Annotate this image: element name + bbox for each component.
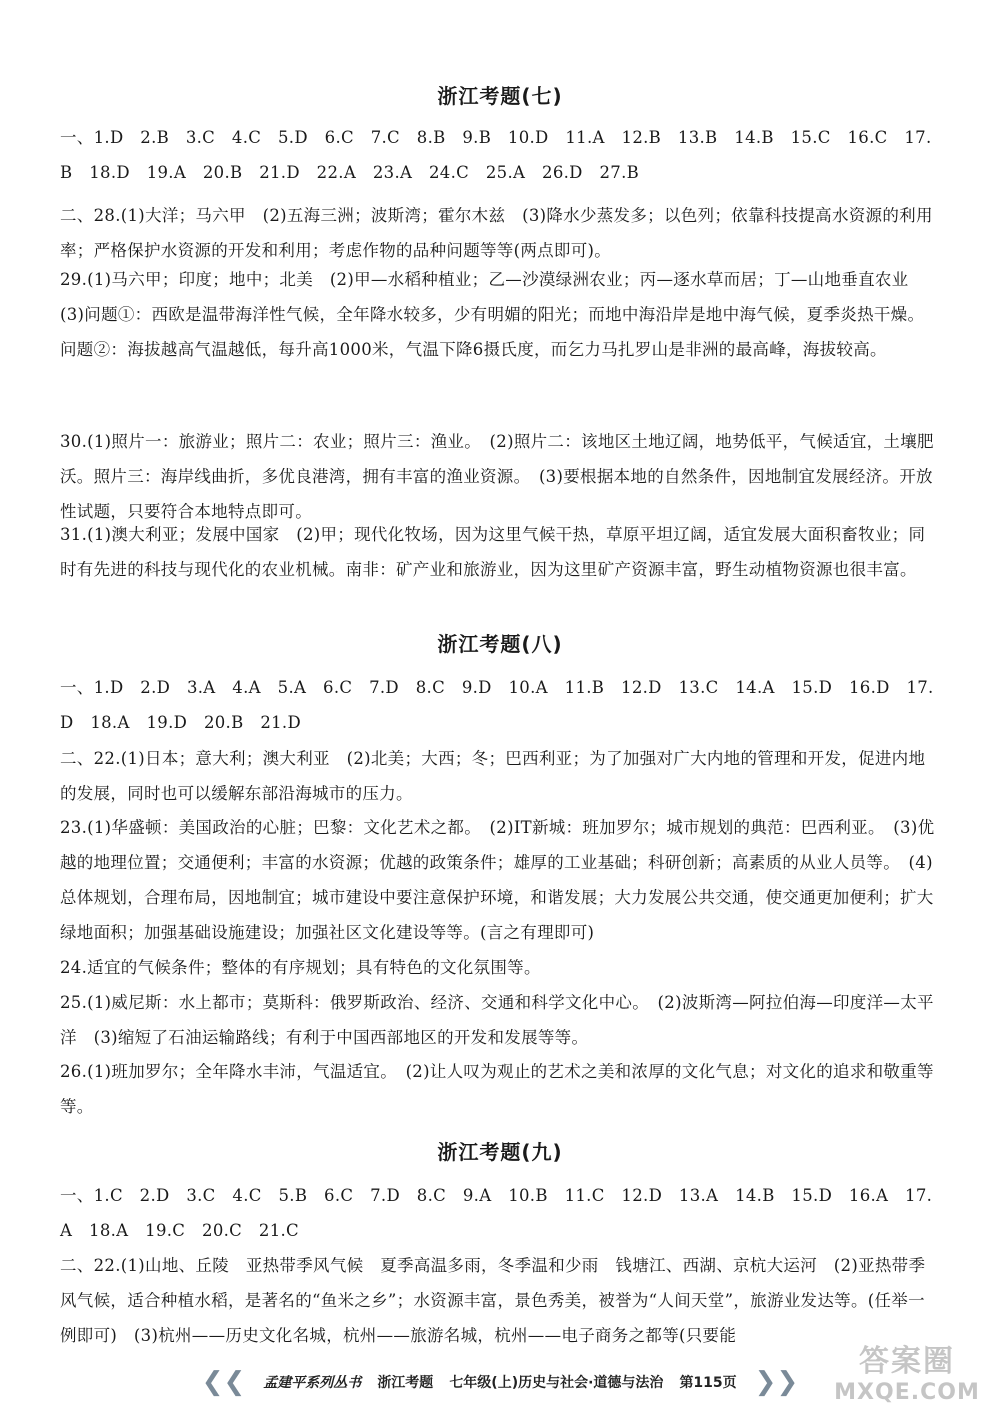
answer-q29: 29.(1)马六甲；印度；地中；北美 (2)甲—水稻种植业；乙—沙漠绿洲农业；丙—逐水草而居；丁—山地垂直农业 (3)问题①：西欧是温带海洋性气候，全年降水较多，少有明媚的阳光；而地中海沿岸是地中海气候，夏季炎热干燥。问题②：海拔越高气温越低，每升高1000米，气温下降6摄氏度，而乞力马扎罗山是非洲的最高峰，海拔较高。: [60, 270, 926, 359]
answer-q24: 24.适宜的气候条件；整体的有序规划；具有特色的文化氛围等。: [60, 958, 541, 977]
answer-q22-8: 二、22.(1)日本；意大利；澳大利亚 (2)北美；大西；冬；巴西利亚；为了加强对广大内地的管理和开发，促进内地的发展，同时也可以缓解东部沿海城市的压力。: [60, 749, 926, 803]
chevron-right-icon: ❯❯: [754, 1367, 799, 1397]
answers-mcq-9: 一、1.C 2.D 3.C 4.C 5.B 6.C 7.D 8.C 9.A 10.B 11.C 12.D 13.A 14.B 15.D 16.A 17.A 18.A 19.C 20.C 21.C: [60, 1186, 933, 1240]
footer-series: 孟建平系列丛书: [263, 1375, 362, 1391]
section-title-8: 浙江考题(八): [437, 632, 563, 656]
answer-q30: 30.(1)照片一：旅游业；照片二：农业；照片三：渔业。 (2)照片二：该地区土地辽阔，地势低平，气候适宜，土壤肥沃。照片三：海岸线曲折，多优良港湾，拥有丰富的渔业资源。 (3)要根据本地的自然条件，因地制宜发展经济。开放性试题，只要符合本地特点即可。: [60, 432, 934, 521]
answers-mcq-8: 一、1.D 2.D 3.A 4.A 5.A 6.C 7.D 8.C 9.D 10.A 11.B 12.D 13.C 14.A 15.D 16.D 17.D 18.A 19.D 20.B 21.D: [60, 678, 934, 732]
watermark-logo: [822, 1344, 992, 1410]
section-title-7: 浙江考题(七): [437, 84, 563, 108]
answer-q31: 31.(1)澳大利亚；发展中国家 (2)甲；现代化牧场，因为这里气候干热，草原平坦辽阔，适宜发展大面积畜牧业；同时有先进的科技与现代化的农业机械。南非：矿产业和旅游业，因为这里矿产资源丰富，野生动植物资源也很丰富。: [60, 525, 926, 579]
footer-grade: 七年级(上)历史与社会·道德与法治: [449, 1375, 664, 1391]
watermark-bottom: MXQE.COM: [834, 1380, 980, 1405]
answers-mcq-7: 一、1.D 2.B 3.C 4.C 5.D 6.C 7.C 8.B 9.B 10.D 11.A 12.B 13.B 14.B 15.C 16.C 17.B 18.D 19.A 20.B 21.D 22.A 23.A 24.C 25.A 26.D 27.B: [60, 128, 932, 182]
answer-q25: 25.(1)威尼斯：水上都市；莫斯科：俄罗斯政治、经济、交通和科学文化中心。 (2)波斯湾—阿拉伯海—印度洋—太平洋 (3)缩短了石油运输路线；有利于中国西部地区的开发和发展等等。: [60, 993, 934, 1047]
footer-book: 浙江考题: [377, 1375, 434, 1391]
page-number: 第115页: [679, 1375, 737, 1391]
section-title-9: 浙江考题(九): [437, 1140, 563, 1164]
answer-q22-9: 二、22.(1)山地、丘陵 亚热带季风气候 夏季高温多雨，冬季温和少雨 钱塘江、西湖、京杭大运河 (2)亚热带季风气候，适合种植水稻，是著名的“鱼米之乡”；水资源丰富，景色秀美，被誉为“人间天堂”，旅游业发达等。(任举一例即可) (3)杭州——历史文化名城，杭州——旅游名城，杭州——电子商务之都等(只要能: [60, 1256, 926, 1345]
answer-q23: 23.(1)华盛顿：美国政治的心脏；巴黎：文化艺术之都。 (2)IT新城：班加罗尔；城市规划的典范：巴西利亚。 (3)优越的地理位置；交通便利；丰富的水资源；优越的政策条件；雄厚的工业基础；科研创新；高素质的从业人员等。 (4)总体规划，合理布局，因地制宜；城市建设中要注意保护环境，和谐发展；大力发展公共交通，使交通更加便利；扩大绿地面积；加强基础设施建设；加强社区文化建设等等。(言之有理即可): [60, 818, 935, 942]
answer-q26: 26.(1)班加罗尔；全年降水丰沛，气温适宜。 (2)让人叹为观止的艺术之美和浓厚的文化气息；对文化的追求和敬重等等。: [60, 1062, 934, 1116]
answer-q28: 二、28.(1)大洋；马六甲 (2)五海三洲；波斯湾；霍尔木兹 (3)降水少蒸发多；以色列；依靠科技提高水资源的利用率；严格保护水资源的开发和利用；考虑作物的品种问题等等(两点即可)。: [60, 206, 933, 260]
watermark-top: 答案圈: [859, 1344, 955, 1379]
chevron-left-icon: ❮❮: [201, 1367, 246, 1397]
